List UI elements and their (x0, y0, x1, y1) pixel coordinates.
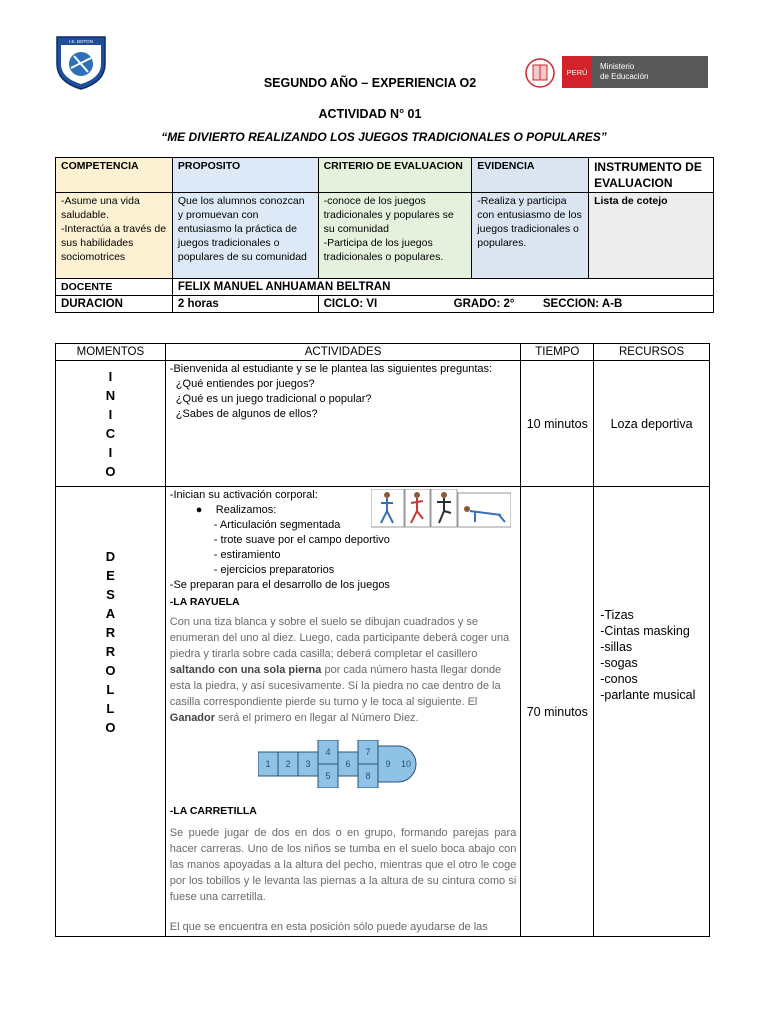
desarrollo-tiempo: 70 minutos (521, 487, 594, 937)
question-line: ¿Sabes de algunos de ellos? (175, 408, 318, 420)
activity-title: “ME DIVIERTO REALIZANDO LOS JUEGOS TRADICIONALES O POPULARES” (161, 130, 607, 144)
hop-number: 1 (265, 759, 271, 769)
hop-number: 4 (325, 747, 331, 757)
grado-value: GRADO: 2° (453, 298, 515, 310)
svg-text:PERÚ: PERÚ (566, 68, 588, 77)
bullet-icon: ● (195, 504, 203, 516)
header-tiempo: TIEMPO (521, 344, 594, 361)
rayuela-bold: saltando con una sola pierna (169, 664, 322, 676)
resource-item: -conos (600, 672, 638, 686)
hop-number: 3 (305, 759, 311, 769)
desarrollo-activities (165, 487, 521, 937)
header-competencia: COMPETENCIA (56, 158, 173, 193)
moment-letter: R (105, 625, 116, 640)
session-table (55, 343, 710, 937)
header-proposito: PROPOSITO (172, 158, 318, 193)
moment-letter: O (105, 663, 116, 678)
inicio-recursos: Loza deportiva (594, 361, 710, 487)
ciclo-value: CICLO: VI (323, 298, 378, 310)
criterio-line: -Participa de los juegos tradicionales o populares. (323, 237, 444, 263)
duracion-label: DURACION (56, 296, 173, 313)
moment-letter: A (105, 606, 116, 621)
header-momentos: MOMENTOS (56, 344, 166, 361)
seccion-value: SECCION: A-B (542, 298, 623, 310)
rayuela-description (170, 614, 517, 726)
hopscotch-illustration (258, 740, 422, 788)
warmup-exercises-illustration (371, 489, 511, 529)
header-actividades: ACTIVIDADES (165, 344, 521, 361)
resource-item: -parlante musical (600, 688, 696, 702)
inicio-activities (165, 361, 521, 487)
moment-letter: I (108, 406, 113, 422)
competencia-cell (56, 193, 173, 279)
moment-letter: L (106, 701, 115, 716)
resource-item: -Cintas masking (600, 624, 690, 638)
header-recursos: RECURSOS (594, 344, 710, 361)
moment-letter: I (108, 444, 113, 460)
carretilla-title: -LA CARRETILLA (169, 805, 257, 817)
carretilla-description: Se puede jugar de dos en dos o en grupo, formando parejas para hacer carreras. Uno de los niños se tumba en el suelo boca abajo con las manos apoyadas a la altura del pecho, mientras que el otro le coge por los tobillos y le levanta las piernas a la altura de su cintura como si fuese una carretilla. (169, 827, 517, 903)
moment-letter: N (105, 387, 116, 403)
resource-item: -sillas (600, 640, 633, 654)
moment-letter: C (105, 425, 116, 441)
rayuela-text: será el primero en llegar al Número Diez. (215, 712, 419, 724)
question-line: ¿Qué es un juego tradicional o popular? (175, 393, 372, 405)
rayuela-text: Con una tiza blanca y sobre el suelo se dibujan cuadrados y se enumeran del uno al diez. Luego, cada participante deberá coger una piedra y tirarla sobre cada casilla; deberá completar el casillero (169, 616, 510, 660)
ciclo-grado-seccion (318, 296, 713, 313)
proposito-cell: Que los alumnos conozcan y promuevan con entusiasmo la práctica de juegos tradicionales o populares de su comunidad (172, 193, 318, 279)
svg-text:de Educación: de Educación (600, 72, 649, 81)
hop-number: 5 (325, 771, 331, 781)
activity-number: ACTIVIDAD N° 01 (318, 107, 422, 121)
activity-line: -Se preparan para el desarrollo de los juegos (169, 579, 390, 591)
exercise-item: - Articulación segmentada (213, 519, 341, 531)
moment-letter: O (105, 463, 116, 479)
hop-number: 2 (285, 759, 291, 769)
moment-desarrollo (56, 487, 166, 937)
moment-letter: D (105, 549, 116, 564)
moment-letter: S (106, 587, 115, 602)
rayuela-bold: Ganador (169, 712, 216, 724)
duracion-value: 2 horas (172, 296, 318, 313)
docente-label: DOCENTE (56, 279, 173, 296)
hop-number: 8 (365, 771, 371, 781)
hop-number: 10 (400, 759, 411, 769)
instrumento-cell: Lista de cotejo (589, 193, 714, 279)
moment-letter: L (106, 682, 115, 697)
header-instrumento: INSTRUMENTO DE EVALUACION (589, 158, 714, 193)
moment-letter: O (105, 720, 116, 735)
inicio-tiempo: 10 minutos (521, 361, 594, 487)
moment-inicio (56, 361, 166, 487)
docente-name: FELIX MANUEL ANHUAMAN BELTRAN (172, 279, 713, 296)
resource-item: -sogas (600, 656, 638, 670)
rayuela-title: -LA RAYUELA (169, 596, 240, 608)
header-criterio: CRITERIO DE EVALUACION (318, 158, 472, 193)
criterio-cell (318, 193, 472, 279)
carretilla-description: El que se encuentra en esta posición sólo puede ayudarse de las (169, 921, 488, 933)
activity-line: -Bienvenida al estudiante y se le plantea las siguientes preguntas: (169, 363, 493, 375)
hop-number: 7 (365, 747, 371, 757)
header-evidencia: EVIDENCIA (472, 158, 589, 193)
document-subtitle: SEGUNDO AÑO – EXPERIENCIA O2 (263, 76, 477, 90)
bullet-text: Realizamos: (215, 504, 277, 516)
hop-number: 9 (385, 759, 391, 769)
exercise-item: - trote suave por el campo deportivo (213, 534, 390, 546)
competencia-line: -Interactúa a través de sus habilidades sociomotrices (61, 223, 167, 263)
hop-number: 6 (345, 759, 351, 769)
evidencia-cell: -Realiza y participa con entusiasmo de los juegos tradicionales o populares. (472, 193, 589, 279)
exercise-item: - estiramiento (213, 549, 281, 561)
activity-line: -Inician su activación corporal: (169, 489, 318, 501)
desarrollo-recursos (594, 487, 710, 937)
moment-letter: I (108, 368, 113, 384)
criterio-line: -conoce de los juegos tradicionales y populares se su comunidad (323, 195, 454, 235)
moment-letter: R (105, 644, 116, 659)
svg-text:Ministerio: Ministerio (600, 62, 635, 71)
svg-text:I.E. BOTON: I.E. BOTON (69, 39, 93, 44)
planning-table (55, 157, 714, 313)
moment-letter: E (106, 568, 115, 583)
competencia-line: -Asume una vida saludable. (61, 195, 140, 221)
question-line: ¿Qué entiendes por juegos? (175, 378, 315, 390)
exercise-item: - ejercicios preparatorios (213, 564, 335, 576)
rayuela-text: por cada número hasta llegar donde esta la piedra, y así sucesivamente. Sí la piedra no cae dentro de la casilla correspondiente pierde su turno y le toca al siguiente. El (169, 664, 502, 708)
resource-item: -Tizas (600, 608, 634, 622)
